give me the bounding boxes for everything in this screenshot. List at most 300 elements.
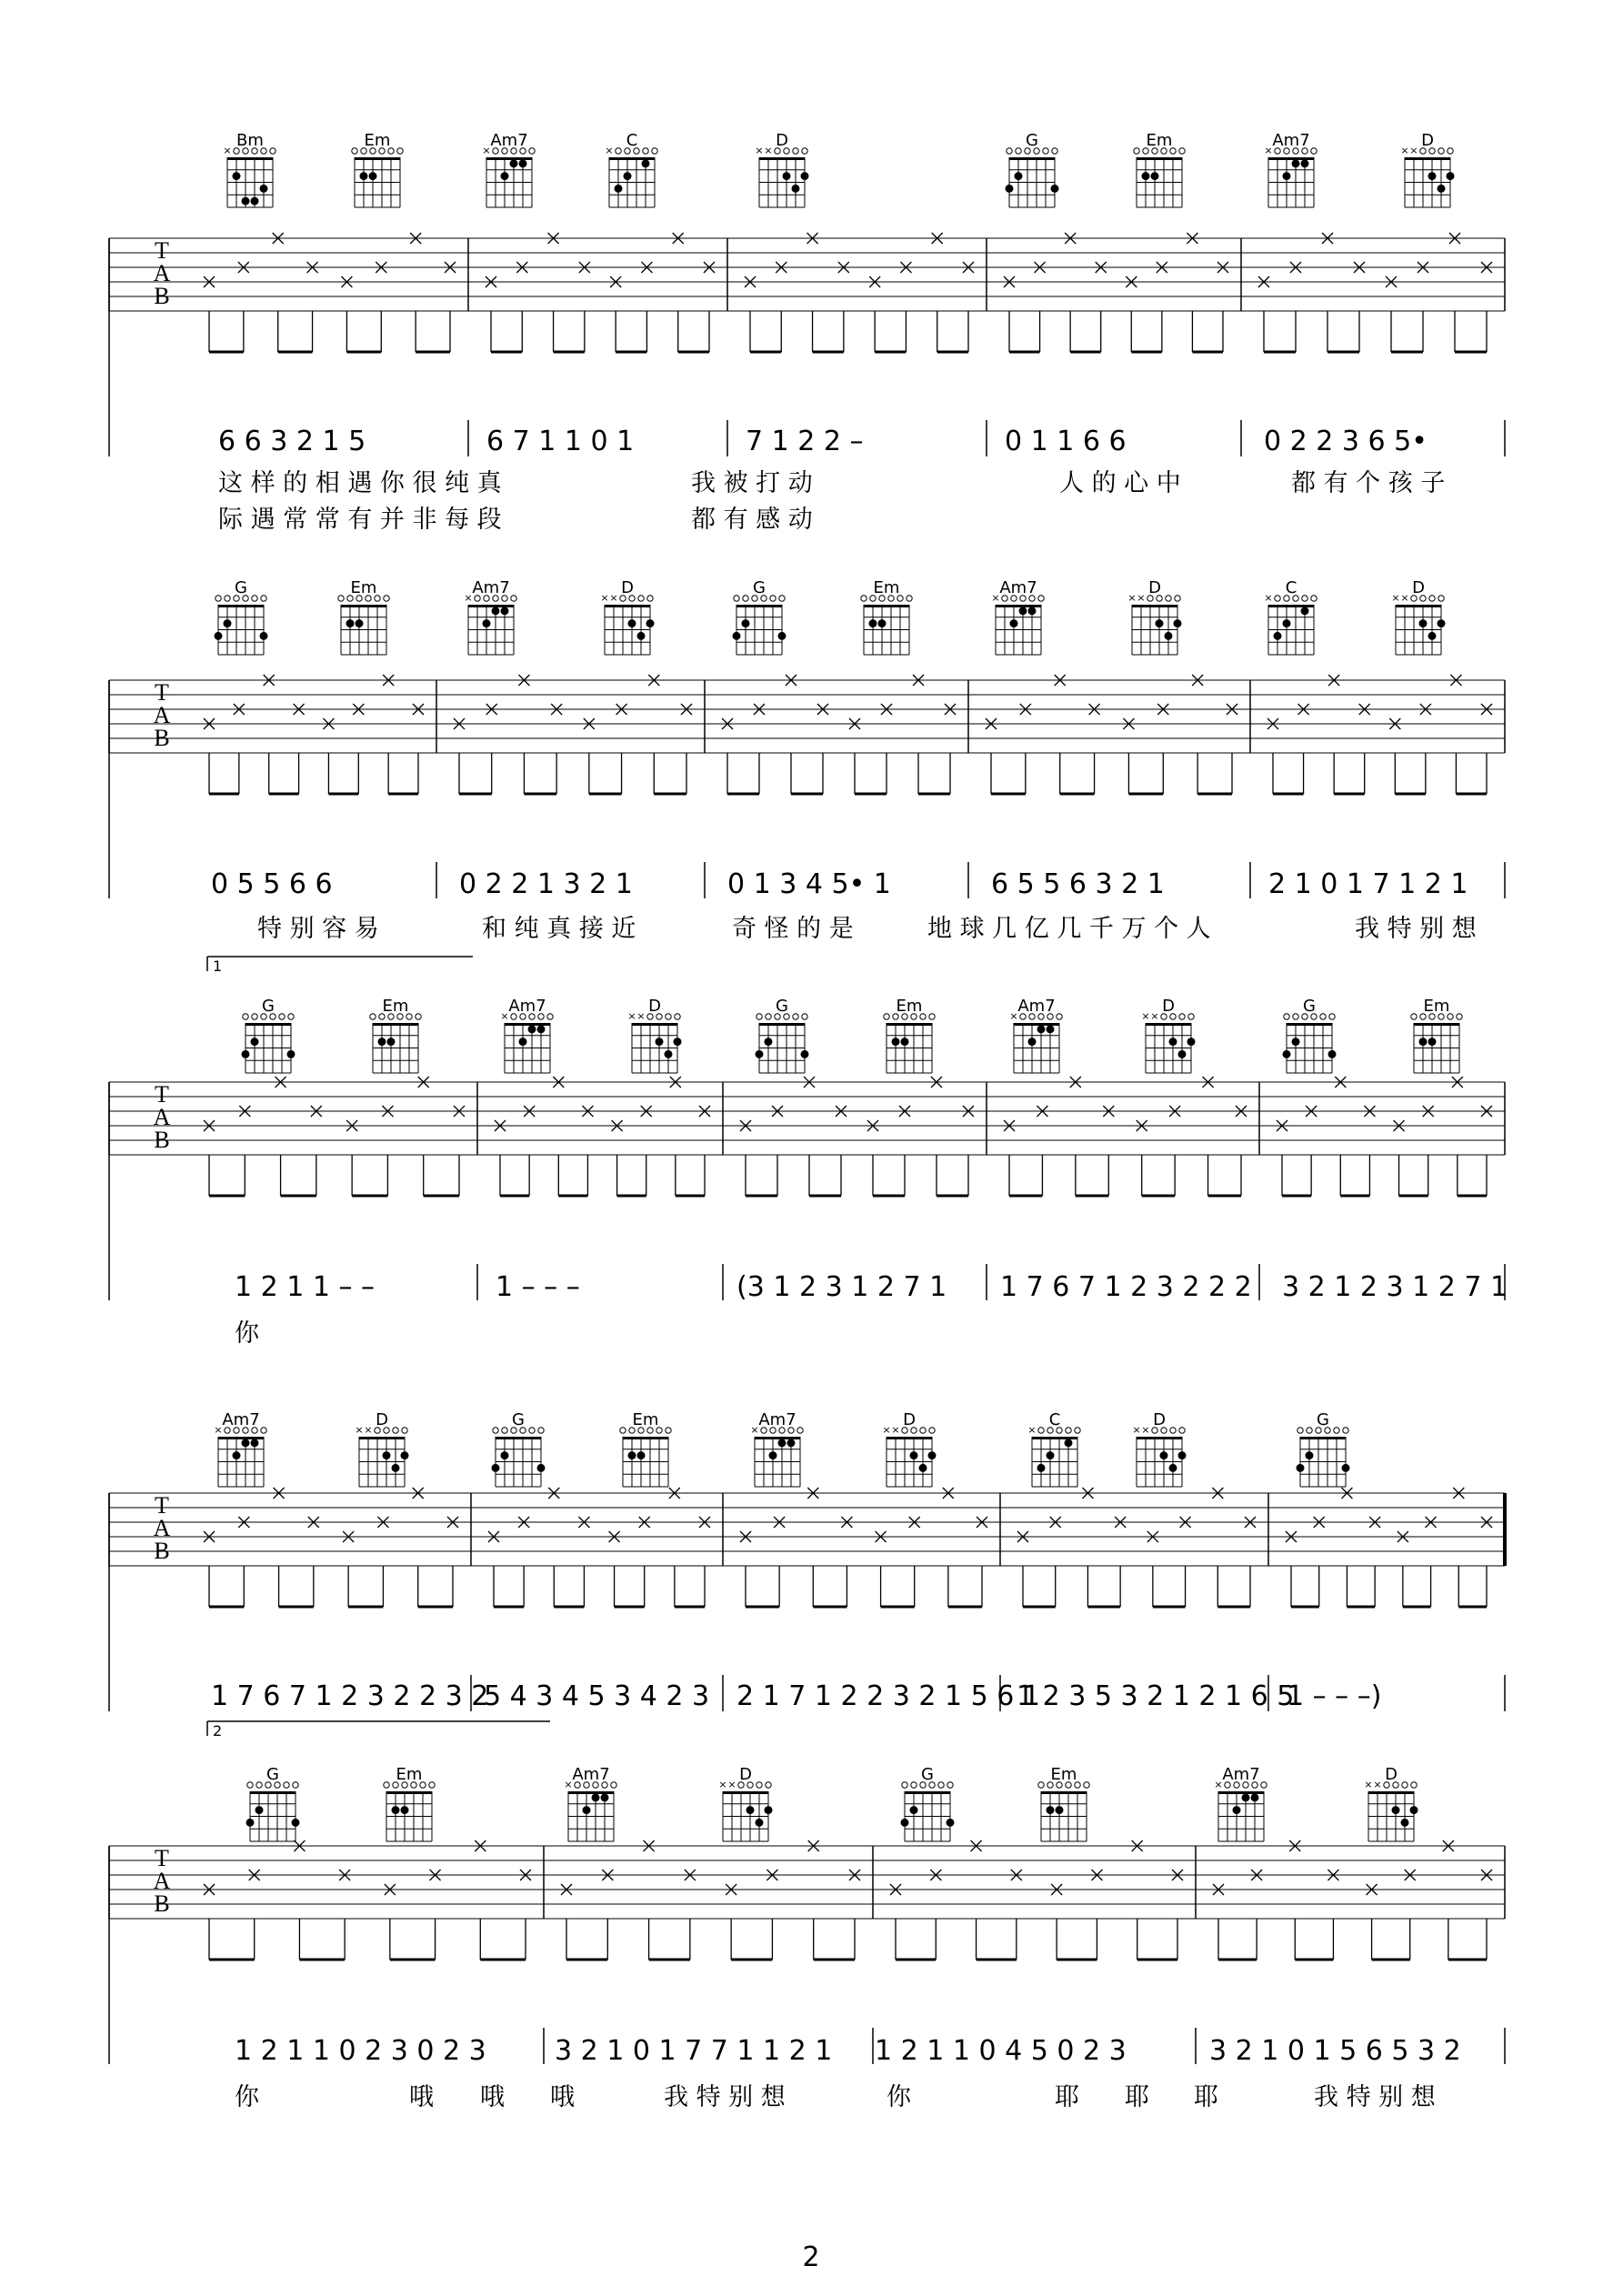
finger-dot: [1028, 607, 1037, 615]
jianpu-line: 1 7 6 7 1 2 3 2 2 3 2: [211, 1680, 489, 1712]
chord-name: Em: [1423, 997, 1450, 1016]
chord-diagram-am7: [464, 578, 516, 655]
chord-diagram-g: [492, 1410, 546, 1487]
finger-dot: [1306, 1451, 1314, 1459]
chord-diagram-c: [1264, 578, 1317, 655]
finger-dot: [901, 1819, 909, 1827]
finger-dot: [1283, 619, 1291, 627]
finger-dot: [1010, 619, 1018, 627]
svg-text:×: ×: [1264, 145, 1273, 156]
lyric-line: 耶: [1055, 2083, 1079, 2111]
chord-name: G: [776, 997, 788, 1016]
finger-dot: [501, 607, 509, 615]
finger-dot: [492, 607, 500, 615]
lyric-line: 这 样 的 相 遇 你 很 纯 真: [218, 469, 502, 497]
finger-dot: [1015, 172, 1023, 180]
chord-diagram-d: [1127, 578, 1181, 655]
finger-dot: [1251, 1793, 1259, 1801]
chord-diagram-am7: [214, 1410, 266, 1487]
finger-dot: [1233, 1806, 1241, 1814]
chord-name: G: [262, 997, 275, 1016]
finger-dot: [1401, 1819, 1409, 1827]
chord-name: Em: [382, 997, 409, 1016]
finger-dot: [1056, 1806, 1064, 1814]
jianpu-line: 1 2 1 1 0 4 5 0 2 3: [875, 2035, 1127, 2067]
chord-name: G: [1303, 997, 1316, 1016]
chord-name: Em: [1146, 131, 1173, 150]
tab-clef-letter: B: [154, 283, 170, 309]
chord-name: Am7: [999, 578, 1037, 597]
finger-dot: [537, 1464, 546, 1472]
finger-dot: [1428, 172, 1437, 180]
finger-dot: [1297, 1464, 1305, 1472]
chord-name: Am7: [508, 997, 546, 1016]
finger-dot: [378, 1038, 386, 1046]
svg-text:×: ×: [1137, 592, 1146, 604]
chord-name: D: [776, 131, 788, 150]
chord-diagram-am7: [1214, 1765, 1267, 1841]
chord-diagram-am7: [1264, 131, 1317, 207]
chord-name: D: [1148, 578, 1161, 597]
chord-name: G: [512, 1410, 525, 1429]
tab-clef-letter: B: [154, 1538, 170, 1564]
finger-dot: [928, 1451, 937, 1459]
svg-text:×: ×: [718, 1779, 727, 1790]
finger-dot: [601, 1793, 609, 1801]
finger-dot: [1283, 172, 1291, 180]
finger-dot: [756, 1819, 764, 1827]
finger-dot: [1242, 1793, 1250, 1801]
chord-diagram-d: [1364, 1765, 1418, 1841]
finger-dot: [233, 172, 241, 180]
finger-dot: [251, 1439, 259, 1447]
chord-diagram-d: [355, 1410, 408, 1487]
chord-diagram-d: [1400, 131, 1454, 207]
tab-clef-letter: T: [155, 1845, 169, 1871]
finger-dot: [1419, 1038, 1428, 1046]
jianpu-line: 0 1 1 6 6: [1005, 426, 1127, 457]
chord-name: Em: [896, 997, 923, 1016]
chord-diagram-am7: [500, 997, 553, 1073]
finger-dot: [583, 1806, 591, 1814]
finger-dot: [801, 172, 809, 180]
chord-diagram-g: [1283, 997, 1337, 1073]
finger-dot: [242, 1439, 250, 1447]
svg-text:×: ×: [605, 145, 614, 156]
volta-number: 2: [213, 1722, 223, 1740]
chord-diagram-g: [215, 578, 268, 655]
chord-diagram-em: [884, 997, 935, 1073]
finger-dot: [778, 632, 786, 640]
finger-dot: [492, 1464, 500, 1472]
page-number: 2: [802, 2241, 820, 2273]
tab-clef-letter: B: [154, 725, 170, 751]
chord-diagram-em: [1038, 1765, 1089, 1841]
svg-text:×: ×: [482, 145, 491, 156]
chord-name: Am7: [1222, 1765, 1260, 1784]
jianpu-line: 1 – – –: [496, 1271, 580, 1303]
chord-name: G: [753, 578, 766, 597]
finger-dot: [387, 1038, 396, 1046]
finger-dot: [1047, 1451, 1055, 1459]
finger-dot: [255, 1806, 264, 1814]
tab-clef-letter: A: [153, 1104, 171, 1130]
finger-dot: [1292, 159, 1300, 167]
jianpu-line: 6 6 3 2 1 5: [218, 426, 366, 457]
tab-clef-letter: A: [153, 260, 171, 286]
finger-dot: [733, 632, 741, 640]
svg-text:×: ×: [1141, 1424, 1150, 1436]
chord-name: G: [921, 1765, 934, 1784]
finger-dot: [1037, 1025, 1046, 1033]
jianpu-line: (3 1 2 3 1 2 7 1: [736, 1271, 947, 1303]
finger-dot: [519, 159, 527, 167]
chord-name: D: [1385, 1765, 1398, 1784]
finger-dot: [1428, 1038, 1437, 1046]
finger-dot: [383, 1451, 391, 1459]
svg-text:×: ×: [223, 145, 232, 156]
finger-dot: [1392, 1806, 1400, 1814]
jianpu-line: 0 2 2 3 6 5•: [1264, 426, 1428, 457]
finger-dot: [1142, 172, 1150, 180]
finger-dot: [665, 1050, 673, 1058]
chord-name: G: [235, 578, 247, 597]
chord-name: D: [739, 1765, 752, 1784]
chord-name: Bm: [236, 131, 264, 150]
svg-text:×: ×: [1391, 592, 1400, 604]
tab-staff: [109, 675, 1505, 898]
lyric-line: 耶: [1125, 2083, 1149, 2111]
finger-dot: [242, 197, 250, 206]
finger-dot: [246, 1819, 255, 1827]
chord-name: G: [1317, 1410, 1329, 1429]
tab-clef-letter: T: [155, 1492, 169, 1519]
chord-diagram-em: [861, 578, 912, 655]
finger-dot: [947, 1819, 955, 1827]
chord-name: D: [903, 1410, 916, 1429]
finger-dot: [501, 1451, 509, 1459]
chord-name: C: [626, 131, 638, 150]
svg-text:×: ×: [1127, 592, 1137, 604]
svg-text:×: ×: [1150, 1010, 1159, 1022]
svg-text:×: ×: [1364, 1779, 1373, 1790]
svg-text:×: ×: [1409, 145, 1418, 156]
chord-name: Am7: [572, 1765, 610, 1784]
svg-text:×: ×: [1132, 1424, 1141, 1436]
finger-dot: [233, 1451, 241, 1459]
svg-text:×: ×: [464, 592, 473, 604]
finger-dot: [778, 1439, 786, 1447]
lyric-line: 奇 怪 的 是: [732, 915, 854, 943]
svg-text:×: ×: [727, 1779, 736, 1790]
finger-dot: [510, 159, 518, 167]
svg-text:×: ×: [764, 145, 773, 156]
chord-diagram-g: [1006, 131, 1059, 207]
finger-dot: [1169, 1464, 1177, 1472]
finger-dot: [1428, 632, 1437, 640]
finger-dot: [1438, 619, 1446, 627]
finger-dot: [910, 1806, 918, 1814]
jianpu-line: 0 2 2 1 3 2 1: [459, 868, 633, 900]
svg-text:×: ×: [636, 1010, 646, 1022]
svg-text:×: ×: [1400, 145, 1409, 156]
chord-diagram-g: [1297, 1410, 1350, 1487]
svg-text:×: ×: [364, 1424, 373, 1436]
finger-dot: [1178, 1451, 1187, 1459]
finger-dot: [1301, 159, 1309, 167]
chord-name: D: [621, 578, 634, 597]
finger-dot: [1047, 1025, 1055, 1033]
finger-dot: [215, 632, 223, 640]
tab-clef-letter: A: [153, 1515, 171, 1541]
finger-dot: [1274, 632, 1282, 640]
finger-dot: [1051, 185, 1059, 193]
svg-text:×: ×: [1009, 1010, 1018, 1022]
svg-text:×: ×: [1373, 1779, 1382, 1790]
finger-dot: [360, 172, 368, 180]
finger-dot: [592, 1793, 600, 1801]
svg-text:×: ×: [750, 1424, 759, 1436]
chord-diagram-am7: [750, 1410, 803, 1487]
finger-dot: [1301, 607, 1309, 615]
chord-diagram-am7: [1009, 997, 1062, 1073]
finger-dot: [656, 1038, 664, 1046]
chord-name: Em: [364, 131, 391, 150]
jianpu-line: 1 7 6 7 1 2 3 2 2 2: [1000, 1271, 1252, 1303]
finger-dot: [1410, 1806, 1418, 1814]
jianpu-line: 6 7 1 1 0 1: [486, 426, 635, 457]
chord-diagram-d: [718, 1765, 772, 1841]
finger-dot: [1169, 1038, 1177, 1046]
finger-dot: [878, 619, 887, 627]
finger-dot: [287, 1050, 296, 1058]
finger-dot: [783, 172, 791, 180]
svg-text:×: ×: [991, 592, 1000, 604]
finger-dot: [637, 632, 646, 640]
jianpu-line: 2 1 7 1 2 2 3 2 1 5 6 1: [736, 1680, 1040, 1712]
chord-name: D: [1153, 1410, 1166, 1429]
svg-text:×: ×: [1264, 592, 1273, 604]
finger-dot: [910, 1451, 918, 1459]
finger-dot: [392, 1464, 400, 1472]
chord-name: Em: [350, 578, 377, 597]
svg-text:×: ×: [609, 592, 618, 604]
chord-name: Em: [1050, 1765, 1077, 1784]
chord-diagram-g: [901, 1765, 955, 1841]
svg-text:×: ×: [755, 145, 764, 156]
finger-dot: [528, 1025, 536, 1033]
chord-name: D: [648, 997, 661, 1016]
volta-bracket-1: [207, 957, 473, 975]
finger-dot: [901, 1038, 909, 1046]
chord-diagram-em: [352, 131, 403, 207]
tab-staff: [109, 1077, 1505, 1300]
lyric-line: 都 有 感 动: [691, 506, 813, 534]
finger-dot: [1151, 172, 1159, 180]
finger-dot: [1283, 1050, 1291, 1058]
jianpu-line: 3 2 1 2 3 1 2 7 1: [1282, 1271, 1508, 1303]
finger-dot: [628, 1451, 636, 1459]
chord-diagram-am7: [482, 131, 535, 207]
finger-dot: [746, 1806, 755, 1814]
chord-diagram-am7: [991, 578, 1044, 655]
finger-dot: [1047, 1806, 1055, 1814]
lyric-line: 际 遇 常 常 有 并 非 每 段: [218, 506, 502, 534]
finger-dot: [356, 619, 364, 627]
tab-staff: [109, 233, 1505, 456]
lyric-line: 哦: [550, 2083, 575, 2111]
chord-diagram-g: [242, 997, 296, 1073]
finger-dot: [628, 619, 636, 627]
tab-clef-letter: A: [153, 1868, 171, 1894]
finger-dot: [919, 1464, 927, 1472]
chord-diagram-em: [1411, 997, 1462, 1073]
lyric-line: 你: [235, 2083, 259, 2111]
lyric-line: 和 纯 真 接 近: [482, 915, 636, 943]
finger-dot: [1065, 1439, 1073, 1447]
jianpu-line: 3 2 1 0 1 5 6 5 3 2: [1209, 2035, 1461, 2067]
chord-diagram-am7: [564, 1765, 616, 1841]
finger-dot: [1006, 185, 1014, 193]
finger-dot: [1028, 1038, 1037, 1046]
chord-diagram-c: [605, 131, 657, 207]
finger-dot: [1037, 1464, 1046, 1472]
lyric-line: 特 别 容 易: [257, 915, 379, 943]
finger-dot: [637, 1451, 646, 1459]
tab-clef-letter: T: [155, 1081, 169, 1108]
finger-dot: [260, 632, 268, 640]
lyric-line: 人 的 心 中: [1059, 469, 1181, 497]
finger-dot: [483, 619, 491, 627]
svg-text:×: ×: [627, 1010, 636, 1022]
finger-dot: [1342, 1464, 1350, 1472]
chord-name: D: [1412, 578, 1425, 597]
tab-clef-letter: T: [155, 679, 169, 706]
jianpu-line: 1 2 1 1 – –: [235, 1271, 376, 1303]
chord-diagram-em: [620, 1410, 671, 1487]
chord-diagram-g: [733, 578, 786, 655]
finger-dot: [346, 619, 355, 627]
finger-dot: [892, 1038, 900, 1046]
finger-dot: [869, 619, 877, 627]
finger-dot: [756, 1050, 764, 1058]
jianpu-line: 1 – – –): [1287, 1680, 1382, 1712]
finger-dot: [392, 1806, 400, 1814]
finger-dot: [642, 159, 650, 167]
finger-dot: [1165, 632, 1173, 640]
finger-dot: [1174, 619, 1182, 627]
jianpu-line: 0 5 5 6 6: [211, 868, 333, 900]
lyric-line: 你: [235, 1319, 259, 1348]
finger-dot: [242, 1050, 250, 1058]
lyric-line: 地 球 几 亿 几 千 万 个 人: [927, 915, 1211, 943]
lyric-line: 你: [887, 2083, 911, 2111]
finger-dot: [792, 185, 800, 193]
finger-dot: [519, 1038, 527, 1046]
chord-diagram-d: [1132, 1410, 1186, 1487]
lyric-line: 耶: [1194, 2083, 1218, 2111]
chord-name: Em: [396, 1765, 423, 1784]
finger-dot: [742, 619, 750, 627]
finger-dot: [1187, 1038, 1196, 1046]
svg-text:×: ×: [500, 1010, 509, 1022]
finger-dot: [537, 1025, 546, 1033]
lyric-line: 我 被 打 动: [691, 469, 813, 497]
finger-dot: [251, 197, 259, 206]
finger-dot: [1178, 1050, 1187, 1058]
svg-text:×: ×: [1141, 1010, 1150, 1022]
chord-name: Am7: [490, 131, 528, 150]
tab-clef-letter: T: [155, 237, 169, 264]
tab-clef-letter: A: [153, 702, 171, 728]
finger-dot: [615, 185, 623, 193]
finger-dot: [401, 1806, 409, 1814]
finger-dot: [401, 1451, 409, 1459]
finger-dot: [765, 1806, 773, 1814]
lyric-line: 都 有 个 孩 子: [1291, 469, 1446, 497]
chord-name: D: [376, 1410, 388, 1429]
chord-diagram-d: [755, 131, 808, 207]
chord-name: Am7: [1272, 131, 1310, 150]
chord-diagram-d: [882, 1410, 936, 1487]
chord-name: Am7: [472, 578, 510, 597]
tab-clef-letter: B: [154, 1890, 170, 1917]
chord-diagram-em: [370, 997, 421, 1073]
finger-dot: [1438, 185, 1446, 193]
chord-name: C: [1048, 1410, 1061, 1429]
tab-staff: [109, 1488, 1505, 1711]
chord-diagram-d: [627, 997, 681, 1073]
finger-dot: [224, 619, 232, 627]
volta-bracket-2: [207, 1721, 550, 1740]
chord-diagram-d: [1391, 578, 1445, 655]
chord-name: D: [1421, 131, 1434, 150]
chord-diagram-d: [600, 578, 654, 655]
finger-dot: [1019, 607, 1027, 615]
finger-dot: [369, 172, 377, 180]
chord-diagram-em: [338, 578, 389, 655]
svg-text:×: ×: [214, 1424, 223, 1436]
svg-text:×: ×: [355, 1424, 364, 1436]
chord-diagram-bm: [223, 131, 276, 207]
finger-dot: [292, 1819, 300, 1827]
svg-text:×: ×: [564, 1779, 573, 1790]
finger-dot: [765, 1038, 773, 1046]
finger-dot: [260, 185, 268, 193]
finger-dot: [624, 172, 632, 180]
jianpu-line: 1 2 1 1 0 2 3 0 2 3: [235, 2035, 486, 2067]
chord-name: D: [1162, 997, 1175, 1016]
lyric-line: 我 特 别 想: [664, 2083, 786, 2111]
finger-dot: [1447, 172, 1455, 180]
finger-dot: [1160, 1451, 1168, 1459]
svg-text:×: ×: [1027, 1424, 1037, 1436]
chord-name: Em: [632, 1410, 659, 1429]
jianpu-line: 0 1 3 4 5• 1: [727, 868, 891, 900]
finger-dot: [251, 1038, 259, 1046]
svg-text:×: ×: [1400, 592, 1409, 604]
volta-number: 1: [213, 958, 223, 975]
lyric-line: 我 特 别 想: [1355, 915, 1477, 943]
finger-dot: [1156, 619, 1164, 627]
finger-dot: [801, 1050, 809, 1058]
svg-text:×: ×: [600, 592, 609, 604]
jianpu-line: 1 2 3 5 3 2 1 2 1 6 5: [1017, 1680, 1295, 1712]
finger-dot: [787, 1439, 796, 1447]
finger-dot: [1292, 1038, 1300, 1046]
chord-diagram-em: [384, 1765, 435, 1841]
lyric-line: 我 特 别 想: [1314, 2083, 1436, 2111]
